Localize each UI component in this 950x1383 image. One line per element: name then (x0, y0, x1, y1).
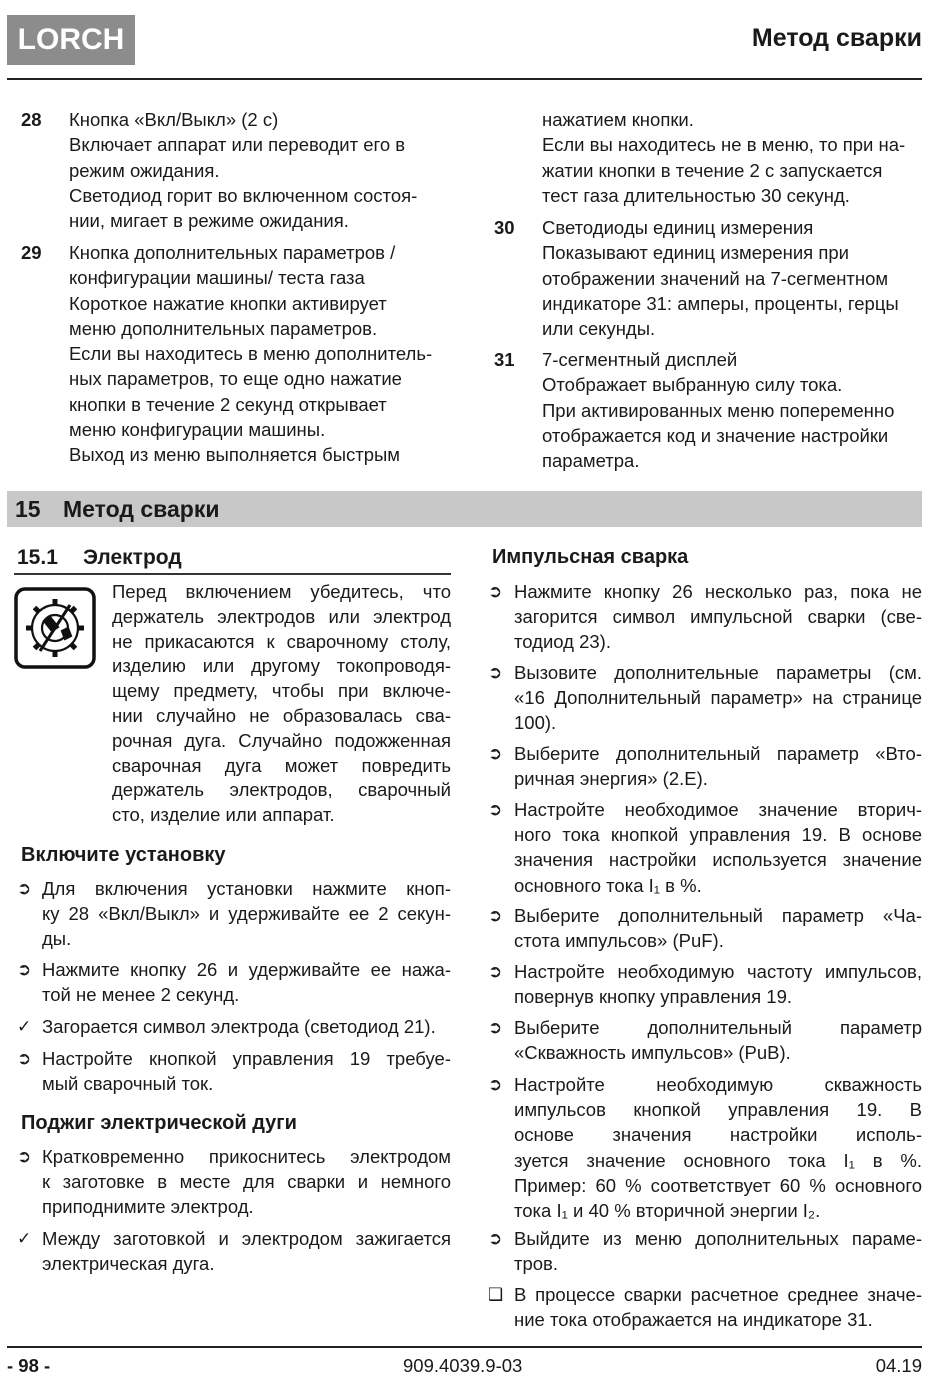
step-line: 100). (514, 712, 557, 734)
step-line: Выберите дополнительный параметр «Вто- (514, 743, 922, 764)
page-number: - 98 - (7, 1355, 51, 1376)
step-line: «Скважность импульсов» (PuB). (514, 1042, 791, 1064)
item-number: 28 (21, 109, 42, 130)
page-header-title: Метод сварки (751, 24, 922, 52)
arrow-step-icon: ➲ (488, 744, 503, 763)
step-line: Выберите дополнительный параметр «Ча- (514, 905, 922, 926)
paragraph-line: Перед включением убедитесь, что (112, 581, 451, 602)
gear-electrode-warning-icon (14, 587, 96, 669)
step-line: ного тока кнопкой управления 19. В основе (514, 824, 922, 846)
step-line: Настройте необходимую скважность (514, 1074, 922, 1095)
item-line: Включает аппарат или переводит его в (69, 134, 406, 156)
section-heading-bar (7, 491, 922, 527)
step-line: Выйдите из меню дополнительных параме- (514, 1228, 922, 1249)
item-line: режим ожидания. (69, 159, 220, 181)
step-line: Настройте необходимую частоту импульсов, (514, 961, 922, 982)
step-line: Настройте кнопкой управления 19 требуе- (42, 1048, 451, 1069)
check-result-icon: ✓ (17, 1229, 32, 1248)
legend-item-29-continued (542, 107, 905, 208)
arrow-step-icon: ➲ (488, 1229, 503, 1248)
checkbox-outline-icon: ❑ (488, 1285, 504, 1304)
document-date: 04.19 (875, 1355, 922, 1376)
step-line: Нажмите кнопку 26 несколько раз, пока не (514, 581, 922, 602)
step-line: Кратковременно прикоснитесь электродом (42, 1146, 451, 1167)
step-line: приподнимите электрод. (42, 1196, 254, 1218)
item-line: Показывают единиц измерения при (542, 242, 849, 264)
arrow-step-icon: ➲ (488, 663, 503, 682)
arrow-step-icon: ➲ (488, 1075, 503, 1094)
step-line: Загорается символ электрода (светодиод 21). (42, 1016, 436, 1037)
item-line: Кнопка «Вкл/Выкл» (2 с) (69, 109, 279, 130)
warning-paragraph (112, 580, 451, 828)
section-title: Метод сварки (63, 496, 220, 522)
item-line: Короткое нажатие кнопки активирует (69, 292, 387, 314)
arrow-step-icon: ➲ (17, 1147, 32, 1166)
paragraph-line: щему предмету, чтобы при включе- (112, 680, 451, 702)
check-result-icon: ✓ (17, 1017, 32, 1036)
item-line: или секунды. (542, 318, 656, 340)
arrow-step-icon: ➲ (17, 879, 32, 898)
step-line: Вызовите дополнительные параметры (см. (514, 662, 922, 683)
step-line: тока I₁ и 40 % вторичной энергии I₂. (514, 1200, 821, 1222)
item-line: нии, мигает в режиме ожидания. (69, 210, 349, 232)
step-line: «16 Дополнительный параметр» на странице (514, 687, 922, 709)
subsection-divider (14, 573, 451, 575)
item-line: конфигурации машины/ теста газа (69, 267, 365, 289)
paragraph-line: сто, изделие или аппарат. (112, 804, 335, 826)
item-line: жатии кнопки в течение 2 с запускается (542, 159, 883, 181)
step-line: Пример: 60 % соответствует 60 % основного (514, 1174, 922, 1196)
arrow-step-icon: ➲ (17, 1049, 32, 1068)
step-line: ку 28 «Вкл/Выкл» и удерживайте ее 2 секун- (42, 903, 451, 925)
paragraph-line: не прикасаются к сварочному столу, (112, 630, 451, 652)
item-line: ных параметров, то еще одно нажатие (69, 368, 402, 390)
lorch-logo: LORCH (7, 15, 135, 65)
step-line: зуется значение основного тока I₁ в %. (514, 1149, 922, 1171)
step-line: загорится символ импульсной сварки (све- (514, 606, 922, 628)
step-line: тров. (514, 1253, 559, 1275)
subheading-pulse-welding: Импульсная сварка (492, 546, 689, 568)
item-line: Если вы находитесь в меню дополнитель- (69, 343, 433, 365)
item-line: Кнопка дополнительных параметров / (69, 242, 396, 263)
item-line: индикаторе 31: амперы, проценты, герцы (542, 292, 899, 314)
arrow-step-icon: ➲ (488, 1018, 503, 1037)
footer-divider (7, 1346, 922, 1348)
step-line: ние тока отображается на индикаторе 31. (514, 1309, 873, 1331)
item-line: Светодиод горит во включенном состоя- (69, 184, 418, 206)
step-line: повернув кнопку управления 19. (514, 986, 793, 1008)
subheading-switch-on: Включите установку (21, 844, 226, 866)
item-line: отображении значений на 7-сегментном (542, 267, 889, 289)
item-line: меню дополнительных параметров. (69, 317, 378, 339)
paragraph-line: держатель электродов или электрод (112, 605, 451, 627)
item-line: тест газа длительностью 30 секунд. (542, 184, 850, 206)
arrow-step-icon: ➲ (488, 800, 503, 819)
item-line: 7-сегментный дисплей (542, 349, 738, 370)
item-line: меню конфигурации машины. (69, 419, 326, 441)
subheading-ignite: Поджиг электрической дуги (21, 1112, 297, 1134)
step-line: стота импульсов» (PuF). (514, 930, 724, 952)
step-line: ды. (42, 928, 72, 950)
paragraph-line: рочная дуга. Случайно подожженная (112, 729, 451, 751)
step-line: мый сварочный ток. (42, 1073, 214, 1095)
item-line: нажатием кнопки. (542, 109, 694, 130)
paragraph-line: нии случайно не образовалась сва- (112, 704, 451, 726)
item-line: отображается код и значение настройки (542, 424, 889, 446)
step-line: значения настройки используется значение (514, 849, 922, 871)
item-line: Светодиоды единиц измерения (542, 217, 814, 238)
step-line: электрическая дуга. (42, 1253, 215, 1275)
arrow-step-icon: ➲ (17, 960, 32, 979)
paragraph-line: держатель электродов, сварочный (112, 779, 451, 801)
step-line: тодиод 23). (514, 631, 611, 653)
document-number: 909.4039.9-03 (403, 1355, 523, 1376)
subsection-title: Электрод (83, 546, 182, 569)
arrow-step-icon: ➲ (488, 906, 503, 925)
item-line: При активированных меню попеременно (542, 399, 895, 421)
step-line: Между заготовкой и электродом зажигается (42, 1228, 451, 1249)
step-line: основе значения настройки исполь- (514, 1124, 922, 1146)
arrow-step-icon: ➲ (488, 962, 503, 981)
item-line: Выход из меню выполняется быстрым (69, 444, 401, 466)
item-number: 31 (494, 349, 515, 370)
paragraph-line: изделию или другому токопроводя- (112, 655, 451, 677)
item-number: 30 (494, 217, 515, 238)
subsection-number: 15.1 (17, 546, 58, 569)
item-line: кнопки в течение 2 секунд открывает (69, 393, 387, 415)
step-line: Настройте необходимое значение вторич- (514, 799, 922, 820)
step-line: В процессе сварки расчетное среднее значе- (514, 1284, 922, 1305)
header-divider (7, 78, 922, 80)
step-line: Для включения установки нажмите кноп- (42, 878, 451, 899)
step-line: основного тока I₁ в %. (514, 874, 702, 896)
arrow-step-icon: ➲ (488, 582, 503, 601)
step-line: ричная энергия» (2.E). (514, 768, 708, 790)
item-line: параметра. (542, 450, 640, 472)
section-number: 15 (15, 496, 41, 522)
step-line: той не менее 2 секунд. (42, 984, 240, 1006)
step-line: Нажмите кнопку 26 и удерживайте ее нажа- (42, 959, 451, 980)
item-line: Если вы находитесь не в меню, то при на- (542, 134, 906, 156)
step-line: к заготовке в месте для сварки и немного (42, 1171, 451, 1193)
item-line: Отображает выбранную силу тока. (542, 374, 843, 396)
step-line: импульсов кнопкой управления 19. В (514, 1099, 922, 1121)
paragraph-line: сварочная дуга может повредить (112, 754, 451, 776)
step-line: Выберите дополнительный параметр (514, 1017, 922, 1038)
item-number: 29 (21, 242, 42, 263)
